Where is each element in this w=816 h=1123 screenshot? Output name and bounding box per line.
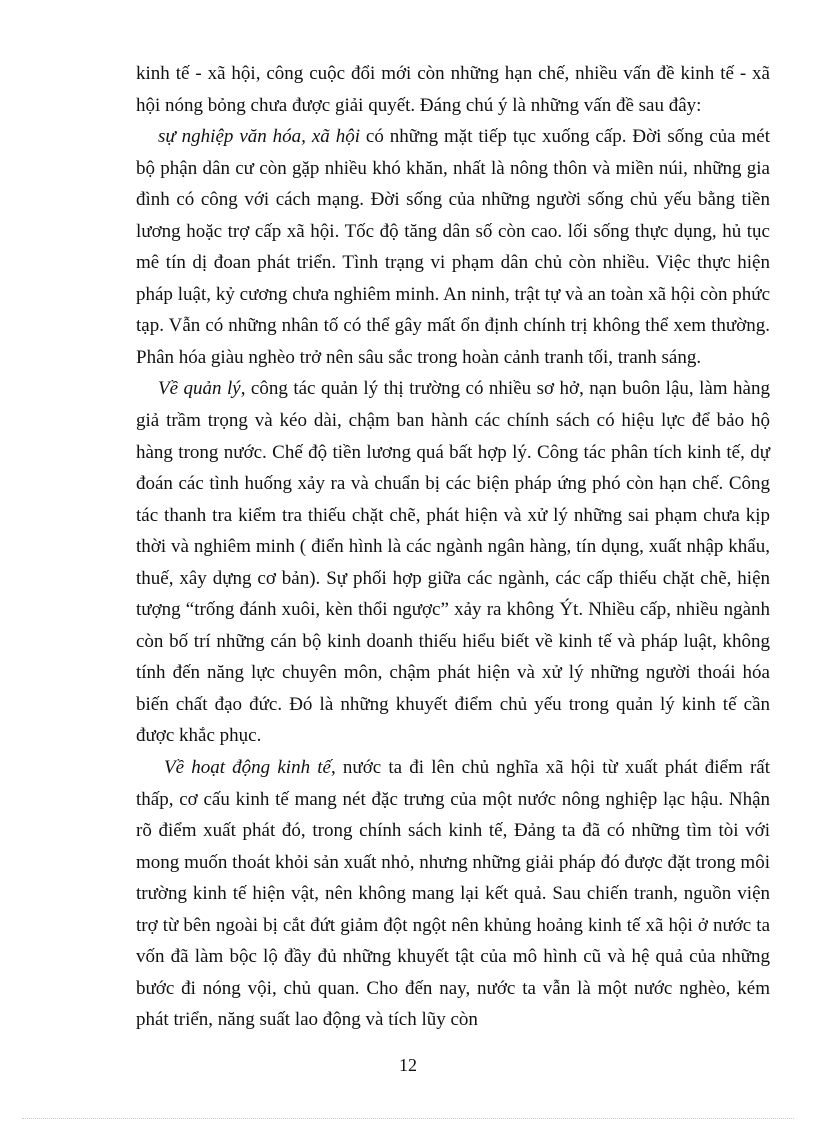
paragraph-intro	[136, 58, 770, 121]
body-text	[136, 58, 770, 1036]
page-bottom-divider	[22, 1118, 794, 1119]
paragraph-text: có những mặt tiếp tục xuống cấp. Đời sống của mét bộ phận dân cư còn gặp nhiều khó khăn, nhất là nông thôn và miền núi, những gia đình có công với cách mạng. Đời sống của những người sống chủ yếu bằng tiền lương hoặc trợ cấp xã hội. Tốc độ tăng dân số còn cao. lối sống thực dụng, hủ tục mê tín dị đoan phát triển. Tình trạng vi phạm dân chủ còn nhiều. Việc thực hiện pháp luật, kỷ cương chưa nghiêm minh. An ninh, trật tự và an toàn xã hội còn phức tạp. Vẫn có những nhân tố có thể gây mất ổn định chính trị không thể xem thường. Phân hóa giàu nghèo trở nên sâu sắc trong hoàn cảnh tranh tối, tranh sáng.	[136, 126, 770, 368]
paragraph-text: , nước ta đi lên chủ nghĩa xã hội từ xuất phát điểm rất thấp, cơ cấu kinh tế mang nét đặc trưng của một nước nông nghiệp lạc hậu. Nhận rõ điểm xuất phát đó, trong chính sách kinh tế, Đảng ta đã có những tìm tòi với mong muốn thoát khỏi sản xuất nhỏ, nhưng những giải pháp đó được đặt trong môi trường kinh tế hiện vật, nên không mang lại kết quả. Sau chiến tranh, nguồn viện trợ từ bên ngoài bị cắt đứt giảm đột ngột nên khủng hoảng kinh tế xã hội ở nước ta vốn đã làm bộc lộ đầy đủ những khuyết tật của mô hình cũ và hệ quả của những bước đi nóng vội, chủ quan. Cho đến nay, nước ta vẫn là một nước nghèo, kém phát triển, năng suất lao động và tích lũy còn	[136, 757, 770, 1031]
paragraph-text: kinh tế - xã hội, công cuộc đổi mới còn những hạn chế, nhiều vấn đề kinh tế - xã hội nóng bỏng chưa được giải quyết. Đáng chú ý là những vấn đề sau đây:	[136, 63, 770, 116]
paragraph-lead-in: Về hoạt động kinh tế	[164, 757, 331, 779]
paragraph-lead-in: Về quản lý	[158, 378, 241, 400]
paragraph-management	[136, 373, 770, 752]
paragraph-text: , công tác quản lý thị trường có nhiều sơ hở, nạn buôn lậu, làm hàng giả trầm trọng và kéo dài, chậm ban hành các chính sách có hiệu lực để bảo hộ hàng trong nước. Chế độ tiền lương quá bất hợp lý. Công tác phân tích kinh tế, dự đoán các tình huống xảy ra và chuẩn bị các biện pháp ứng phó còn hạn chế. Công tác thanh tra kiểm tra thiếu chặt chẽ, phát hiện và xử lý những sai phạm chưa kịp thời và nghiêm minh ( điển hình là các ngành ngân hàng, tín dụng, xuất nhập khẩu, thuế, xây dựng cơ bản). Sự phối hợp giữa các ngành, các cấp thiếu chặt chẽ, hiện tượng “trống đánh xuôi, kèn thổi ngược” xảy ra không Ýt. Nhiều cấp, nhiều ngành còn bố trí những cán bộ kinh doanh thiếu hiểu biết về kinh tế và pháp luật, không tính đến năng lực chuyên môn, chậm phát hiện và xử lý những người thoái hóa biến chất đạo đức. Đó là những khuyết điểm chủ yếu trong quản lý kinh tế cần được khắc phục.	[136, 378, 770, 747]
paragraph-economic-activity	[136, 752, 770, 1036]
page-number: 12	[399, 1055, 417, 1075]
paragraph-culture-society	[136, 121, 770, 373]
paragraph-lead-in: sự nghiệp văn hóa, xã hội	[158, 126, 360, 148]
